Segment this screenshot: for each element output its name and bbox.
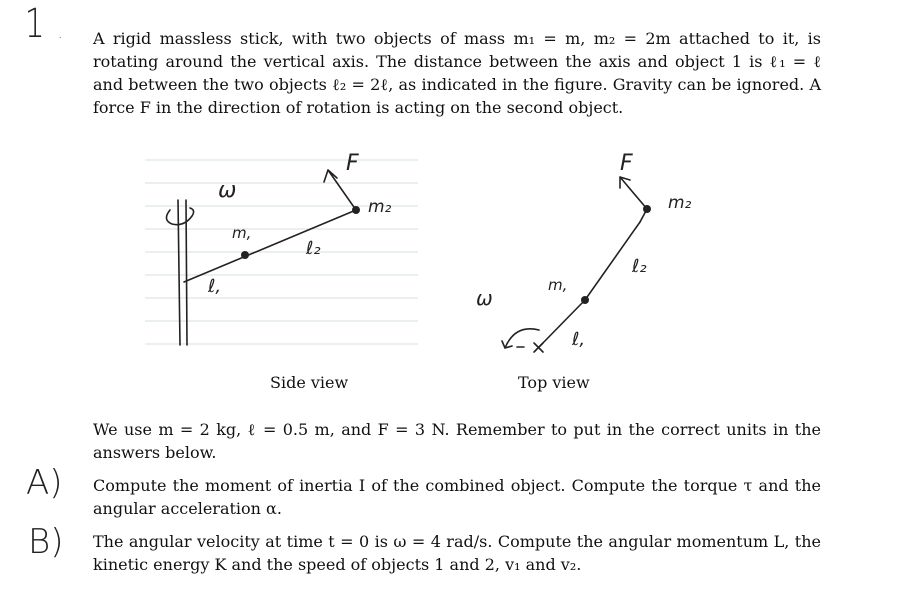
part-a-label: A) bbox=[26, 463, 63, 503]
top-view-m1-dot bbox=[581, 296, 589, 304]
side-view-force-label: F bbox=[346, 151, 359, 176]
problem-statement: A rigid massless stick, with two objects of mass m₁ = m, m₂ = 2m attached to it, is rotating around the vertical axis. The distance between the axis and object 1 is ℓ₁ = ℓ and between the two objects ℓ₂ = 2ℓ, as indicated in the figure. Gravity can be ignored. A force F in the direction of rotation is acting on the second object. bbox=[93, 29, 821, 117]
top-view-omega-arrow bbox=[502, 329, 539, 348]
side-view-l1-label: ℓ, bbox=[208, 276, 222, 297]
problem-number: 1 bbox=[24, 1, 45, 47]
top-view-l2-label: ℓ₂ bbox=[632, 256, 647, 277]
side-view-caption: Side view bbox=[270, 373, 349, 392]
top-view-axis-mark bbox=[517, 343, 543, 352]
given-values: We use m = 2 kg, ℓ = 0.5 m, and F = 3 N. Remember to put in the correct units in the answers below. bbox=[93, 420, 821, 462]
side-view-m2-label: m₂ bbox=[368, 197, 392, 217]
side-view-l2-label: ℓ₂ bbox=[306, 238, 321, 259]
part-a-question: Compute the moment of inertia I of the combined object. Compute the torque τ and the angular acceleration α. bbox=[93, 476, 821, 518]
side-view-m1-label: m, bbox=[232, 224, 252, 242]
top-view-force-label: F bbox=[620, 151, 633, 176]
top-view-caption: Top view bbox=[518, 373, 590, 392]
part-b-label: B) bbox=[28, 522, 64, 562]
side-view-omega-label: ω bbox=[218, 178, 237, 203]
top-view-omega-label: ω bbox=[476, 286, 493, 310]
top-view-force-arrow bbox=[620, 177, 647, 209]
top-view-l1-label: ℓ, bbox=[572, 329, 586, 350]
top-view-m2-label: m₂ bbox=[668, 193, 692, 213]
problem-number-dot: . bbox=[58, 26, 63, 42]
part-b-question: The angular velocity at time t = 0 is ω = 4 rad/s. Compute the angular momentum L, the kinetic energy K and the speed of objects 1 and 2, v₁ and v₂. bbox=[93, 532, 821, 574]
top-view-m1-label: m, bbox=[548, 276, 568, 294]
